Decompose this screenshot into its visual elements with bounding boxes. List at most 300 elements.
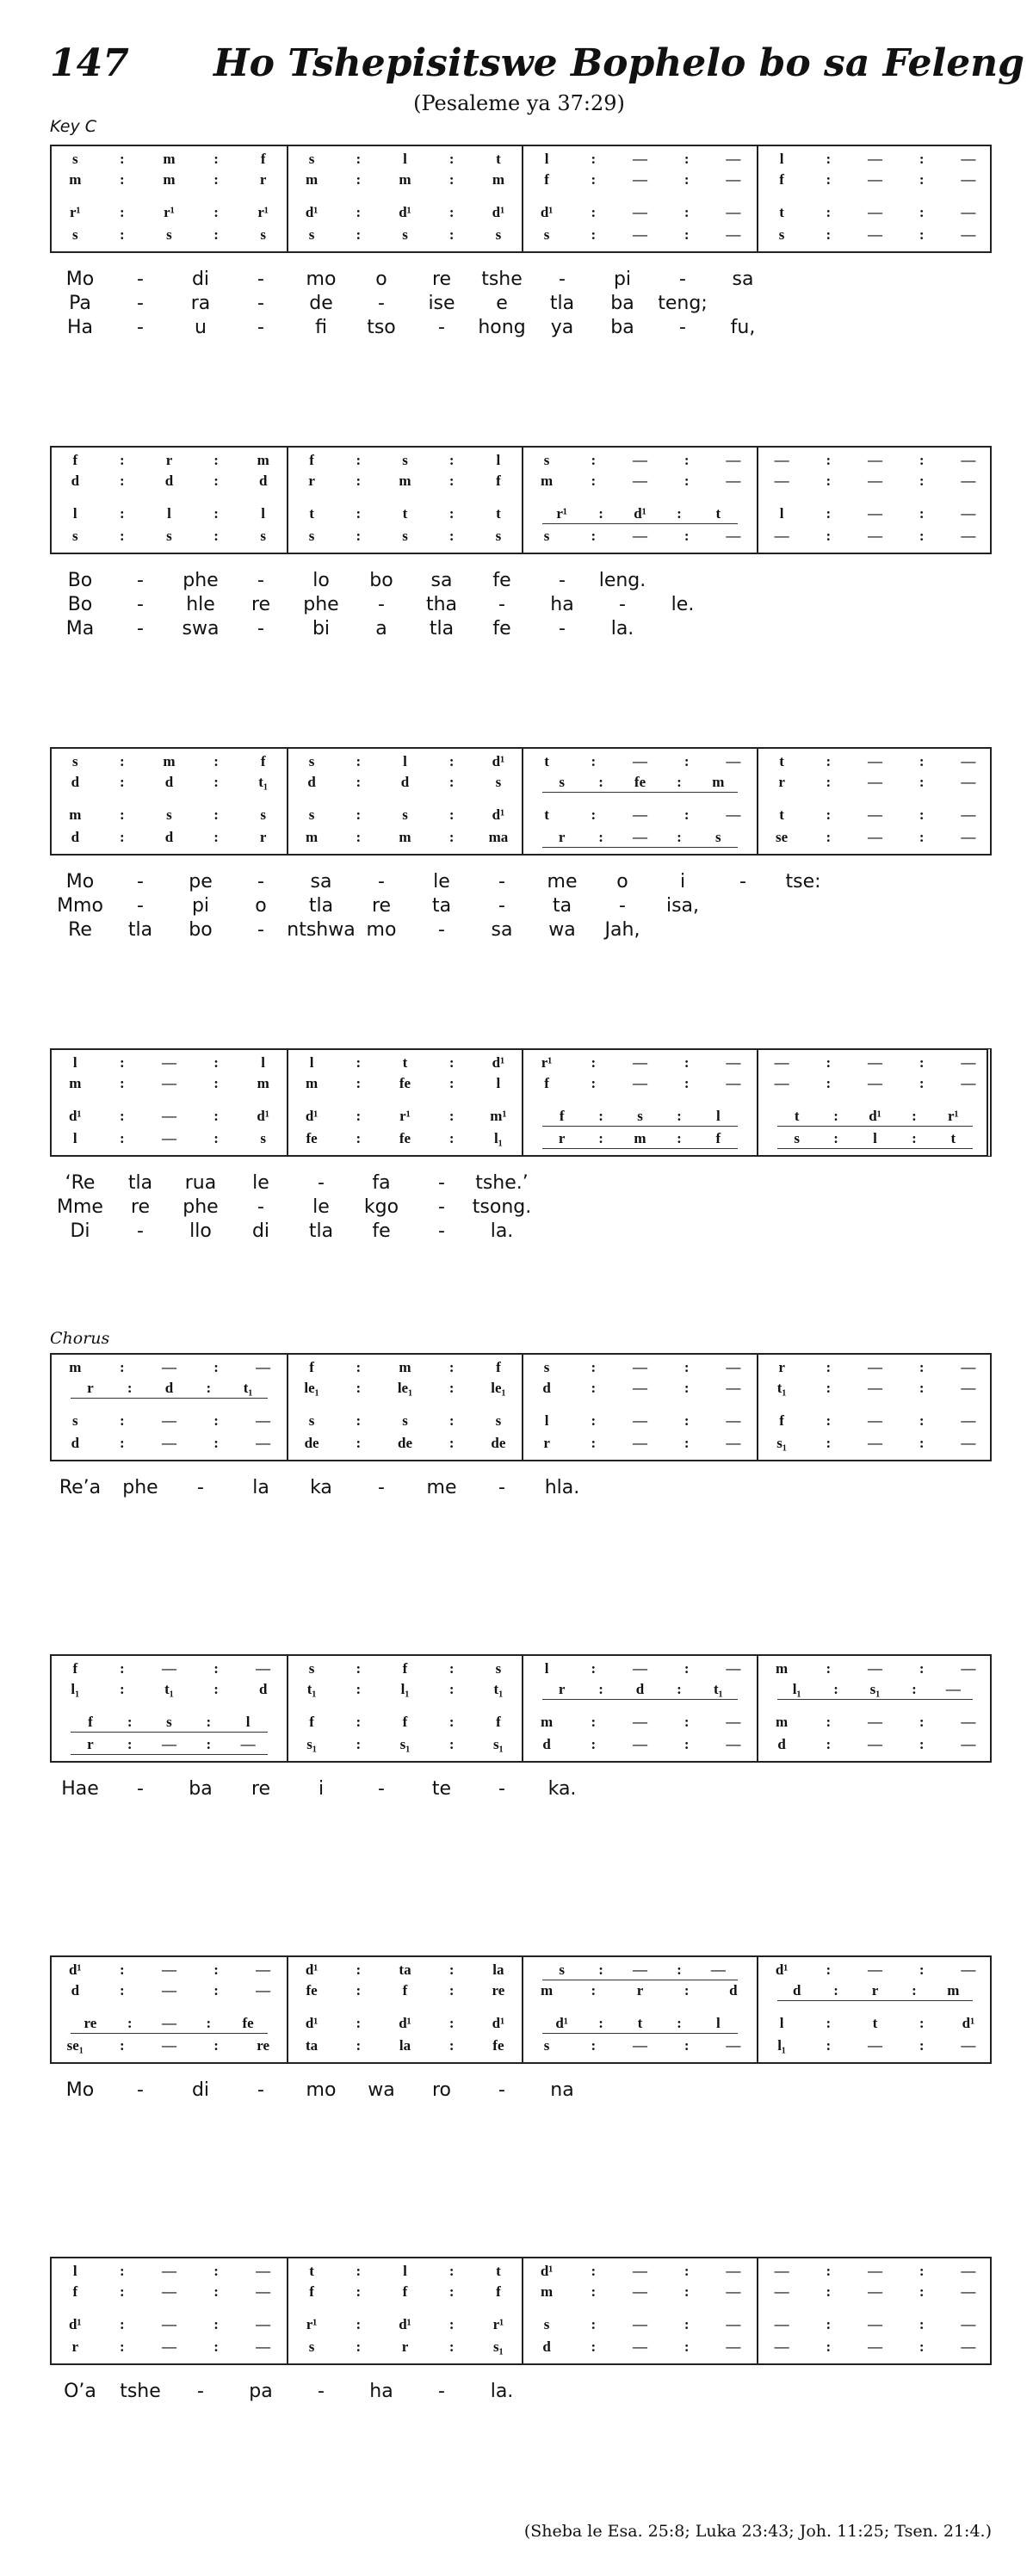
solfa-note: l xyxy=(779,2015,784,2031)
voice-row xyxy=(288,1981,522,2000)
lyric-syllable: fe xyxy=(372,1220,391,1242)
lyric-syllable: - xyxy=(257,618,264,639)
solfa-note: m xyxy=(634,1130,646,1146)
solfa-note: s xyxy=(543,1359,550,1375)
voice-row xyxy=(523,752,757,771)
solfa-note: : xyxy=(120,171,125,188)
solfa-note: d xyxy=(729,1982,738,1998)
solfa-note: — xyxy=(961,2037,976,2054)
music-system xyxy=(50,1048,992,1250)
solfa-note: : xyxy=(356,1982,362,1998)
solfa-note: : xyxy=(833,1681,838,1697)
solfa-note: s xyxy=(71,151,78,167)
solfa-note: : xyxy=(356,2338,362,2355)
solfa-note: m xyxy=(541,1982,554,1998)
solfa-note: l xyxy=(245,1714,251,1730)
solfa-note: : xyxy=(591,204,597,220)
solfa-note: : xyxy=(826,1660,832,1677)
solfa-note: — xyxy=(161,2015,176,2031)
solfa-note: : xyxy=(120,2316,125,2332)
lyric-line xyxy=(50,2079,992,2103)
solfa-note: s xyxy=(308,806,315,823)
solfa-note: — xyxy=(161,2263,176,2279)
solfa-note: t₁ xyxy=(306,1681,317,1697)
lyric-syllable: le xyxy=(312,1196,330,1218)
solfa-note: d xyxy=(71,473,80,489)
lyric-syllable: teng; xyxy=(658,293,708,314)
lyric-syllable: isa, xyxy=(665,895,700,917)
solfa-note: s xyxy=(308,1660,315,1677)
tonic-solfa-staff xyxy=(50,2257,992,2365)
solfa-note: — xyxy=(161,1660,176,1677)
measure xyxy=(757,2258,992,2363)
measure xyxy=(287,1355,522,1460)
tonic-solfa-staff xyxy=(50,145,992,253)
solfa-note: f xyxy=(260,151,266,167)
solfa-note: : xyxy=(120,1660,125,1677)
solfa-note: : xyxy=(448,1359,455,1375)
lyric-syllable: - xyxy=(498,871,505,893)
lyric-syllable: - xyxy=(438,1220,445,1242)
solfa-note: : xyxy=(684,1736,690,1752)
solfa-note: t xyxy=(794,1108,800,1124)
solfa-note: — xyxy=(726,528,741,544)
solfa-note: — xyxy=(774,1075,789,1091)
solfa-note: : xyxy=(826,1736,832,1752)
lyric-syllable: bi xyxy=(312,618,331,639)
solfa-note: : xyxy=(919,1054,925,1071)
solfa-note: : xyxy=(684,2338,690,2355)
voice-row xyxy=(52,752,287,771)
solfa-note: — xyxy=(961,473,976,489)
lyric-syllable: fi xyxy=(315,317,327,338)
solfa-note: : xyxy=(826,1075,832,1091)
solfa-note: — xyxy=(961,1736,976,1752)
voice-row xyxy=(523,2283,757,2301)
solfa-note: : xyxy=(356,226,362,243)
lyric-syllable: ‘Re xyxy=(65,1172,96,1194)
solfa-note: s xyxy=(715,829,721,845)
solfa-note: r¹ xyxy=(306,2316,318,2332)
tonic-solfa-staff xyxy=(50,1654,992,1763)
solfa-note: : xyxy=(826,1054,832,1071)
solfa-note: : xyxy=(213,1054,219,1071)
solfa-note: : xyxy=(120,505,125,522)
solfa-note: — xyxy=(633,2338,647,2355)
solfa-note: la xyxy=(399,2037,411,2054)
lyric-syllable: i xyxy=(318,1778,325,1800)
voice-row xyxy=(758,1961,992,1980)
solfa-note: re xyxy=(84,2015,97,2031)
solfa-note: d xyxy=(542,1736,551,1752)
solfa-note: m xyxy=(947,1982,960,1998)
lyric-syllable: - xyxy=(679,269,686,290)
solfa-note: : xyxy=(591,1660,597,1677)
solfa-note: : xyxy=(448,1982,455,1998)
solfa-note: : xyxy=(356,452,362,468)
lyric-syllable: ha xyxy=(550,594,574,615)
solfa-note: t xyxy=(496,2263,501,2279)
solfa-note: : xyxy=(120,806,125,823)
solfa-note: r xyxy=(87,1736,94,1752)
solfa-note: — xyxy=(726,226,741,243)
solfa-note: : xyxy=(356,171,362,188)
lyric-syllable: hle xyxy=(186,594,215,615)
lyric-syllable: - xyxy=(378,1778,385,1800)
solfa-note: m xyxy=(306,171,319,188)
voice-row xyxy=(288,203,522,222)
solfa-note: s xyxy=(543,528,550,544)
tonic-solfa-staff xyxy=(50,1048,992,1157)
solfa-note: t xyxy=(309,505,314,522)
voice-row xyxy=(523,2036,757,2055)
solfa-note: f xyxy=(72,452,78,468)
lyric-syllable: bo xyxy=(369,570,393,591)
voice-row xyxy=(71,1735,268,1755)
measure xyxy=(522,2258,757,2363)
solfa-note: : xyxy=(919,1380,925,1396)
solfa-note: : xyxy=(677,774,682,790)
solfa-note: f xyxy=(260,753,266,769)
solfa-note: s xyxy=(260,806,266,823)
solfa-note: : xyxy=(684,806,690,823)
lyric-syllable: Mo xyxy=(65,269,95,290)
solfa-note: : xyxy=(826,1435,832,1451)
solfa-note: — xyxy=(961,1435,976,1451)
solfa-note: : xyxy=(919,806,925,823)
solfa-note: : xyxy=(591,2037,597,2054)
solfa-note: m xyxy=(492,171,504,188)
solfa-note: — xyxy=(633,1435,647,1451)
solfa-note: m xyxy=(306,1075,319,1091)
solfa-note: l xyxy=(496,1075,501,1091)
solfa-note: — xyxy=(868,1412,882,1429)
solfa-note: m xyxy=(163,753,176,769)
voice-row xyxy=(288,752,522,771)
solfa-note: d¹ xyxy=(399,204,411,220)
voice-row xyxy=(758,828,992,847)
solfa-note: f xyxy=(559,1108,565,1124)
solfa-note: — xyxy=(726,1660,741,1677)
solfa-note: : xyxy=(598,1130,603,1146)
solfa-note: : xyxy=(120,1130,125,1146)
lyric-syllable: - xyxy=(739,871,746,893)
solfa-note: : xyxy=(120,2283,125,2300)
music-system xyxy=(50,1654,992,1856)
solfa-note: — xyxy=(961,2316,976,2332)
solfa-note: : xyxy=(356,1054,362,1071)
lyric-syllable: le xyxy=(433,871,450,893)
lyric-syllable: Mmo xyxy=(57,895,103,917)
solfa-note: : xyxy=(127,1714,133,1730)
lyric-syllable: ba xyxy=(189,1778,213,1800)
lyric-syllable: - xyxy=(197,2381,204,2402)
lyric-line xyxy=(50,895,992,919)
solfa-note: r xyxy=(259,171,267,188)
voice-row xyxy=(777,1981,973,2001)
solfa-note: — xyxy=(868,753,882,769)
solfa-note: : xyxy=(448,204,455,220)
lyric-syllable: rua xyxy=(184,1172,217,1194)
solfa-note: : xyxy=(448,753,455,769)
voice-row xyxy=(758,1358,992,1377)
solfa-note: d¹ xyxy=(492,2015,505,2031)
voice-row xyxy=(523,1434,757,1453)
solfa-note: ta xyxy=(306,2037,319,2054)
measure xyxy=(522,1355,757,1460)
solfa-note: m xyxy=(306,829,319,845)
lyric-syllable: sa xyxy=(732,269,754,290)
solfa-note: : xyxy=(598,774,603,790)
voice-row xyxy=(288,2315,522,2334)
solfa-note: — xyxy=(774,1054,789,1071)
solfa-note: s xyxy=(543,2037,550,2054)
solfa-note: s xyxy=(794,1130,801,1146)
voice-row xyxy=(288,806,522,825)
solfa-note: l xyxy=(544,1660,549,1677)
voice-row xyxy=(758,225,992,244)
voice-row xyxy=(758,752,992,771)
solfa-note: t₁ xyxy=(713,1681,723,1697)
lyric-syllable: - xyxy=(438,1196,445,1218)
solfa-note: : xyxy=(213,151,219,167)
solfa-note: — xyxy=(633,473,647,489)
solfa-note: t xyxy=(544,753,549,769)
solfa-note: — xyxy=(256,2263,271,2279)
solfa-note: : xyxy=(120,226,125,243)
measure xyxy=(287,2258,522,2363)
voice-row xyxy=(542,773,738,793)
solfa-note: : xyxy=(213,171,219,188)
lyric-syllable: tla xyxy=(429,618,455,639)
solfa-note: : xyxy=(919,2338,925,2355)
solfa-note: : xyxy=(120,1054,125,1071)
solfa-note: : xyxy=(919,528,925,544)
solfa-note: l xyxy=(309,1054,314,1071)
solfa-note: l xyxy=(496,452,501,468)
solfa-note: d¹ xyxy=(69,2316,82,2332)
solfa-note: s xyxy=(402,806,408,823)
solfa-note: : xyxy=(919,505,925,522)
solfa-note: — xyxy=(726,1714,741,1730)
voice-row xyxy=(758,1735,992,1754)
voice-row xyxy=(758,806,992,825)
solfa-note: s xyxy=(543,2316,550,2332)
tonic-solfa-staff xyxy=(50,747,992,856)
solfa-note: : xyxy=(213,2263,219,2279)
lyric-syllable: tshe.’ xyxy=(475,1172,529,1194)
lyric-syllable: ka. xyxy=(547,1778,577,1800)
solfa-note: : xyxy=(120,1961,125,1978)
lyric-syllable: - xyxy=(137,1778,144,1800)
solfa-note: : xyxy=(356,1961,362,1978)
solfa-note: : xyxy=(826,2283,832,2300)
voice-row xyxy=(758,773,992,792)
voice-row xyxy=(52,225,287,244)
solfa-note: — xyxy=(961,204,976,220)
lyric-syllable: sa xyxy=(491,919,513,941)
lyric-syllable: tso xyxy=(367,317,396,338)
solfa-note: : xyxy=(598,829,603,845)
solfa-note: : xyxy=(356,204,362,220)
measure xyxy=(52,749,287,854)
measure xyxy=(52,1050,287,1155)
lyrics-block xyxy=(50,269,992,346)
solfa-note: — xyxy=(633,2037,647,2054)
measure xyxy=(287,1957,522,2062)
solfa-note: r xyxy=(778,1359,785,1375)
solfa-note: : xyxy=(213,753,219,769)
solfa-note: : xyxy=(919,2283,925,2300)
solfa-note: : xyxy=(356,1435,362,1451)
solfa-note: d xyxy=(164,774,174,790)
key-signature: Key C xyxy=(50,117,97,136)
solfa-note: s₁ xyxy=(493,2338,504,2355)
voice-row xyxy=(52,1107,287,1126)
voice-row xyxy=(523,1412,757,1430)
solfa-note: : xyxy=(591,171,597,188)
voice-row xyxy=(288,225,522,244)
solfa-note: l xyxy=(403,151,407,167)
lyric-syllable: Re xyxy=(68,919,92,941)
solfa-note: : xyxy=(677,1108,682,1124)
lyric-syllable: - xyxy=(257,1196,264,1218)
solfa-note: l xyxy=(72,1130,77,1146)
solfa-note: d xyxy=(71,829,80,845)
lyric-syllable: Re’a xyxy=(59,1477,102,1498)
measure xyxy=(287,448,522,553)
solfa-note: — xyxy=(774,2316,789,2332)
solfa-note: : xyxy=(120,774,125,790)
lyric-line xyxy=(50,871,992,895)
lyric-syllable: Di xyxy=(70,1220,90,1242)
lyric-syllable: - xyxy=(498,1477,505,1498)
hymn-header xyxy=(50,41,1024,127)
solfa-note: l xyxy=(544,151,549,167)
voice-row xyxy=(52,451,287,470)
solfa-note: t xyxy=(496,505,501,522)
voice-row xyxy=(758,1053,992,1072)
solfa-note: — xyxy=(256,1435,271,1451)
voice-row xyxy=(758,2262,992,2281)
solfa-note: : xyxy=(684,473,690,489)
voice-row xyxy=(523,806,757,825)
voice-row xyxy=(52,2338,287,2357)
lyric-syllable: la. xyxy=(490,1220,514,1242)
solfa-note: — xyxy=(868,1660,882,1677)
solfa-note: : xyxy=(591,2338,597,2355)
voice-row xyxy=(758,2036,992,2055)
solfa-note: : xyxy=(356,1130,362,1146)
solfa-note: — xyxy=(633,171,647,188)
lyric-syllable: ka xyxy=(310,1477,332,1498)
solfa-note: d¹ xyxy=(305,1961,319,1978)
solfa-note: m xyxy=(69,1075,82,1091)
solfa-note: — xyxy=(633,1736,647,1752)
lyric-line xyxy=(50,618,992,642)
solfa-note: : xyxy=(677,1961,682,1978)
solfa-note: : xyxy=(591,1714,597,1730)
tonic-solfa-staff xyxy=(50,1353,992,1461)
voice-row xyxy=(523,1713,757,1732)
solfa-note: : xyxy=(826,171,832,188)
solfa-note: s xyxy=(402,226,408,243)
lyric-syllable: - xyxy=(257,293,264,314)
solfa-note: — xyxy=(256,2316,271,2332)
voice-row xyxy=(52,504,287,523)
solfa-note: — xyxy=(868,829,882,845)
solfa-note: t xyxy=(715,505,721,522)
solfa-note: : xyxy=(448,1380,455,1396)
solfa-note: — xyxy=(868,1054,882,1071)
solfa-note: s xyxy=(559,1961,566,1978)
solfa-note: : xyxy=(356,753,362,769)
solfa-note: se xyxy=(776,829,789,845)
solfa-note: m xyxy=(69,171,82,188)
solfa-note: : xyxy=(448,1054,455,1071)
voice-row xyxy=(523,451,757,470)
lyric-syllable: de xyxy=(309,293,333,314)
solfa-note: — xyxy=(726,1359,741,1375)
solfa-note: s₁ xyxy=(399,1736,411,1752)
lyric-syllable: - xyxy=(619,594,626,615)
solfa-note: : xyxy=(919,774,925,790)
voice-row xyxy=(288,1680,522,1699)
solfa-note: : xyxy=(127,1736,133,1752)
measure xyxy=(522,749,757,854)
solfa-note: — xyxy=(256,2283,271,2300)
voice-row xyxy=(777,1107,973,1127)
lyric-syllable: - xyxy=(137,293,144,314)
measure xyxy=(757,146,992,251)
solfa-note: — xyxy=(161,1075,176,1091)
solfa-note: s xyxy=(166,806,172,823)
solfa-note: fe xyxy=(634,774,646,790)
lyric-syllable: Ma xyxy=(65,618,95,639)
solfa-note: : xyxy=(448,1714,455,1730)
solfa-note: d¹ xyxy=(492,204,505,220)
solfa-note: : xyxy=(213,204,219,220)
solfa-note: : xyxy=(356,806,362,823)
solfa-note: fe xyxy=(492,2037,504,2054)
solfa-note: r¹ xyxy=(948,1108,959,1124)
voice-row xyxy=(52,1074,287,1093)
solfa-note: — xyxy=(726,2263,741,2279)
solfa-note: : xyxy=(213,2338,219,2355)
solfa-note: — xyxy=(774,452,789,468)
solfa-note: : xyxy=(684,528,690,544)
solfa-note: : xyxy=(919,753,925,769)
solfa-note: l₁ xyxy=(777,2037,787,2054)
solfa-note: l xyxy=(779,505,784,522)
solfa-note: m xyxy=(69,1359,82,1375)
voice-row xyxy=(542,504,738,524)
solfa-note: : xyxy=(591,1736,597,1752)
solfa-note: : xyxy=(826,473,832,489)
solfa-note: m xyxy=(776,1660,789,1677)
solfa-note: : xyxy=(919,171,925,188)
solfa-note: — xyxy=(633,829,648,845)
solfa-note: d xyxy=(71,1435,80,1451)
solfa-note: f xyxy=(496,1359,501,1375)
solfa-note: s xyxy=(778,226,785,243)
music-system xyxy=(50,145,992,346)
solfa-note: : xyxy=(448,806,455,823)
solfa-note: t xyxy=(779,204,784,220)
solfa-note: r¹ xyxy=(556,505,568,522)
solfa-note: : xyxy=(120,1412,125,1429)
solfa-note: le₁ xyxy=(397,1380,413,1396)
